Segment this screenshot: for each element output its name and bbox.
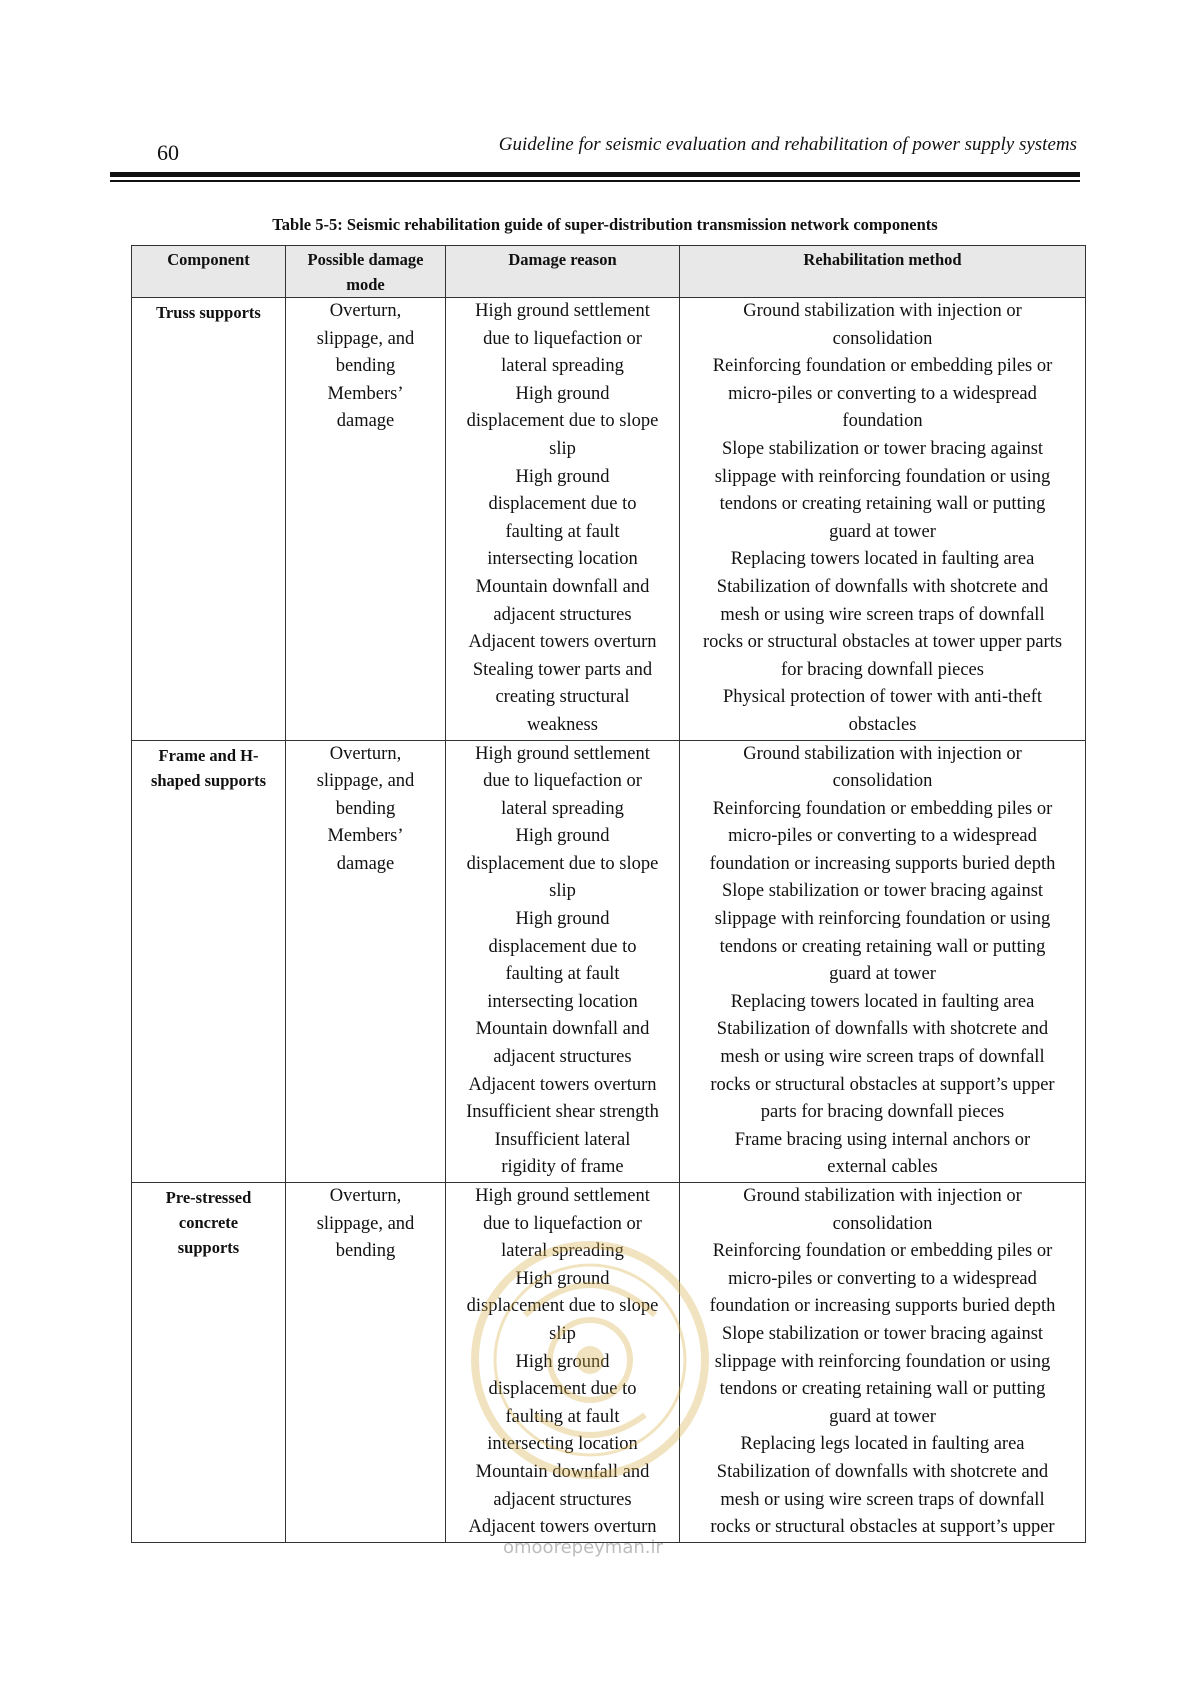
cell-line: guard at tower	[829, 964, 936, 985]
cell-line: Slope stabilization or tower bracing against	[721, 438, 1044, 459]
cell-line: guard at tower	[829, 521, 936, 542]
cell-line: displacement due to	[488, 1379, 637, 1400]
cell-line: Frame and H-	[158, 745, 259, 765]
cell-line: consolidation	[832, 771, 933, 792]
cell-line: displacement due to	[488, 936, 637, 957]
cell-line: Truss supports	[156, 303, 261, 322]
cell-line: High ground	[515, 826, 610, 847]
cell-line: faulting at fault	[505, 1406, 620, 1427]
damage-reason-cell	[446, 740, 680, 1183]
cell-line: Overturn,	[329, 743, 402, 764]
rehabilitation-table	[131, 245, 1086, 1543]
cell-line: rocks or structural obstacles at tower upper parts	[702, 632, 1063, 653]
cell-line: Insufficient lateral	[494, 1129, 631, 1150]
cell-line: Reinforcing foundation or embedding piles or	[712, 356, 1053, 377]
cell-line: Replacing legs located in faulting area	[740, 1434, 1025, 1455]
cell-line: Replacing towers located in faulting area	[730, 991, 1035, 1012]
cell-line: tendons or creating retaining wall or putting	[719, 494, 1046, 515]
cell-line: Reinforcing foundation or embedding piles or	[712, 798, 1053, 819]
cell-line: slip	[549, 1323, 576, 1344]
cell-line: Reinforcing foundation or embedding piles or	[712, 1241, 1053, 1262]
cell-line: damage	[336, 411, 395, 432]
header-rule-thick	[110, 172, 1080, 177]
cell-line: faulting at fault	[505, 521, 620, 542]
component-cell	[132, 298, 286, 741]
cell-line: mesh or using wire screen traps of downfall	[720, 1047, 1045, 1068]
header-component: Component	[132, 246, 286, 298]
cell-line: intersecting location	[487, 549, 638, 570]
cell-line: lateral spreading	[501, 798, 624, 819]
cell-line: Members’	[327, 826, 404, 847]
cell-line: foundation or increasing supports buried depth	[709, 1296, 1056, 1317]
table-row	[132, 740, 1086, 1183]
cell-line: Adjacent towers overturn	[468, 1517, 657, 1538]
damage-mode-cell	[286, 740, 446, 1183]
cell-line: mesh or using wire screen traps of downfall	[720, 604, 1045, 625]
cell-line: bending	[335, 798, 396, 819]
cell-line: High ground	[515, 1268, 610, 1289]
cell-line: rocks or structural obstacles at support’s upper	[710, 1074, 1055, 1095]
cell-line: adjacent structures	[493, 1489, 632, 1510]
cell-line: concrete	[178, 1213, 239, 1232]
cell-line: displacement due to slope	[466, 853, 659, 874]
cell-line: Replacing towers located in faulting area	[730, 549, 1035, 570]
cell-line: displacement due to slope	[466, 1296, 659, 1317]
cell-line: slippage with reinforcing foundation or using	[714, 909, 1051, 930]
table-caption: Table 5-5: Seismic rehabilitation guide of super-distribution transmission network components	[272, 215, 938, 234]
cell-line: foundation	[842, 411, 923, 432]
cell-line: Adjacent towers overturn	[468, 632, 657, 653]
running-header-title: Guideline for seismic evaluation and rehabilitation of power supply systems	[498, 134, 1077, 155]
cell-line: Mountain downfall and	[475, 576, 650, 597]
cell-line: damage	[336, 853, 395, 874]
header-damage-reason: Damage reason	[446, 246, 680, 298]
damage-mode-cell	[286, 298, 446, 741]
cell-line: displacement due to slope	[466, 411, 659, 432]
cell-line: guard at tower	[829, 1406, 936, 1427]
cell-line: consolidation	[832, 328, 933, 349]
cell-line: High ground settlement	[475, 301, 650, 321]
cell-line: Adjacent towers overturn	[468, 1074, 657, 1095]
cell-line: rocks or structural obstacles at support’s upper	[710, 1517, 1055, 1538]
cell-line: Physical protection of tower with anti-theft	[722, 687, 1043, 708]
cell-line: mesh or using wire screen traps of downfall	[720, 1489, 1045, 1510]
cell-line: foundation or increasing supports buried depth	[709, 853, 1056, 874]
cell-line: due to liquefaction or	[483, 328, 642, 349]
cell-line: supports	[177, 1238, 240, 1257]
rehabilitation-cell	[680, 298, 1086, 741]
cell-line: bending	[335, 356, 396, 377]
cell-line: Pre-stressed	[165, 1188, 252, 1207]
header-rehabilitation-method: Rehabilitation method	[680, 246, 1086, 298]
cell-line: shaped supports	[150, 770, 267, 790]
cell-line: weakness	[527, 714, 598, 735]
cell-line: parts for bracing downfall pieces	[760, 1102, 1005, 1123]
cell-line: obstacles	[848, 714, 917, 735]
cell-line: Members’	[327, 383, 404, 404]
cell-line: faulting at fault	[505, 964, 620, 985]
cell-line: Slope stabilization or tower bracing against	[721, 881, 1044, 902]
table-body	[132, 298, 1086, 1543]
cell-line: slip	[549, 438, 576, 459]
cell-line: High ground	[515, 383, 610, 404]
rehabilitation-cell	[680, 1183, 1086, 1543]
cell-line: Insufficient shear strength	[466, 1102, 659, 1123]
cell-line: micro-piles or converting to a widespread	[728, 383, 1037, 404]
cell-line: Ground stabilization with injection or	[743, 1186, 1022, 1206]
cell-line: external cables	[827, 1157, 938, 1178]
cell-line: High ground settlement	[475, 743, 650, 764]
cell-line: slippage, and	[316, 1213, 415, 1234]
cell-line: High ground	[515, 466, 610, 487]
cell-line: slippage, and	[316, 328, 415, 349]
cell-line: tendons or creating retaining wall or putting	[719, 1379, 1046, 1400]
cell-line: rigidity of frame	[501, 1157, 624, 1178]
cell-line: Overturn,	[329, 301, 402, 321]
cell-line: tendons or creating retaining wall or putting	[719, 936, 1046, 957]
cell-line: for bracing downfall pieces	[781, 659, 984, 680]
component-cell	[132, 740, 286, 1183]
header-rule-thin	[110, 180, 1080, 182]
cell-line: adjacent structures	[493, 604, 632, 625]
cell-line: High ground	[515, 1351, 610, 1372]
cell-line: consolidation	[832, 1213, 933, 1234]
cell-line: intersecting location	[487, 991, 638, 1012]
cell-line: Overturn,	[329, 1186, 402, 1206]
cell-line: due to liquefaction or	[483, 771, 642, 792]
cell-line: adjacent structures	[493, 1047, 632, 1068]
watermark-text: omoorepeyman.ir	[503, 1537, 663, 1558]
table-header-row	[132, 246, 1086, 298]
cell-line: Stabilization of downfalls with shotcrete and	[716, 1461, 1049, 1482]
cell-line: bending	[335, 1241, 396, 1262]
cell-line: creating structural	[495, 687, 630, 708]
cell-line: Stabilization of downfalls with shotcrete and	[716, 576, 1049, 597]
damage-mode-cell	[286, 1183, 446, 1543]
cell-line: due to liquefaction or	[483, 1213, 642, 1234]
table-row	[132, 298, 1086, 741]
cell-line: Mountain downfall and	[475, 1461, 650, 1482]
cell-line: Frame bracing using internal anchors or	[734, 1129, 1031, 1150]
cell-line: slippage with reinforcing foundation or using	[714, 466, 1051, 487]
page-number: 60	[157, 140, 179, 165]
cell-line: slippage, and	[316, 771, 415, 792]
damage-reason-cell	[446, 1183, 680, 1543]
cell-line: High ground	[515, 909, 610, 930]
cell-line: lateral spreading	[501, 356, 624, 377]
cell-line: High ground settlement	[475, 1186, 650, 1206]
cell-line: Mountain downfall and	[475, 1019, 650, 1040]
cell-line: Ground stabilization with injection or	[743, 301, 1022, 321]
cell-line: slip	[549, 881, 576, 902]
cell-line: Stealing tower parts and	[472, 659, 653, 680]
component-cell	[132, 1183, 286, 1543]
cell-line: Ground stabilization with injection or	[743, 743, 1022, 764]
cell-line: lateral spreading	[501, 1241, 624, 1262]
cell-line: intersecting location	[487, 1434, 638, 1455]
cell-line: micro-piles or converting to a widespread	[728, 826, 1037, 847]
table-row	[132, 1183, 1086, 1543]
header-damage-mode: Possible damage mode	[286, 246, 446, 298]
cell-line: displacement due to	[488, 494, 637, 515]
cell-line: slippage with reinforcing foundation or using	[714, 1351, 1051, 1372]
cell-line: Slope stabilization or tower bracing against	[721, 1323, 1044, 1344]
rehabilitation-cell	[680, 740, 1086, 1183]
damage-reason-cell	[446, 298, 680, 741]
cell-line: micro-piles or converting to a widespread	[728, 1268, 1037, 1289]
cell-line: Stabilization of downfalls with shotcrete and	[716, 1019, 1049, 1040]
